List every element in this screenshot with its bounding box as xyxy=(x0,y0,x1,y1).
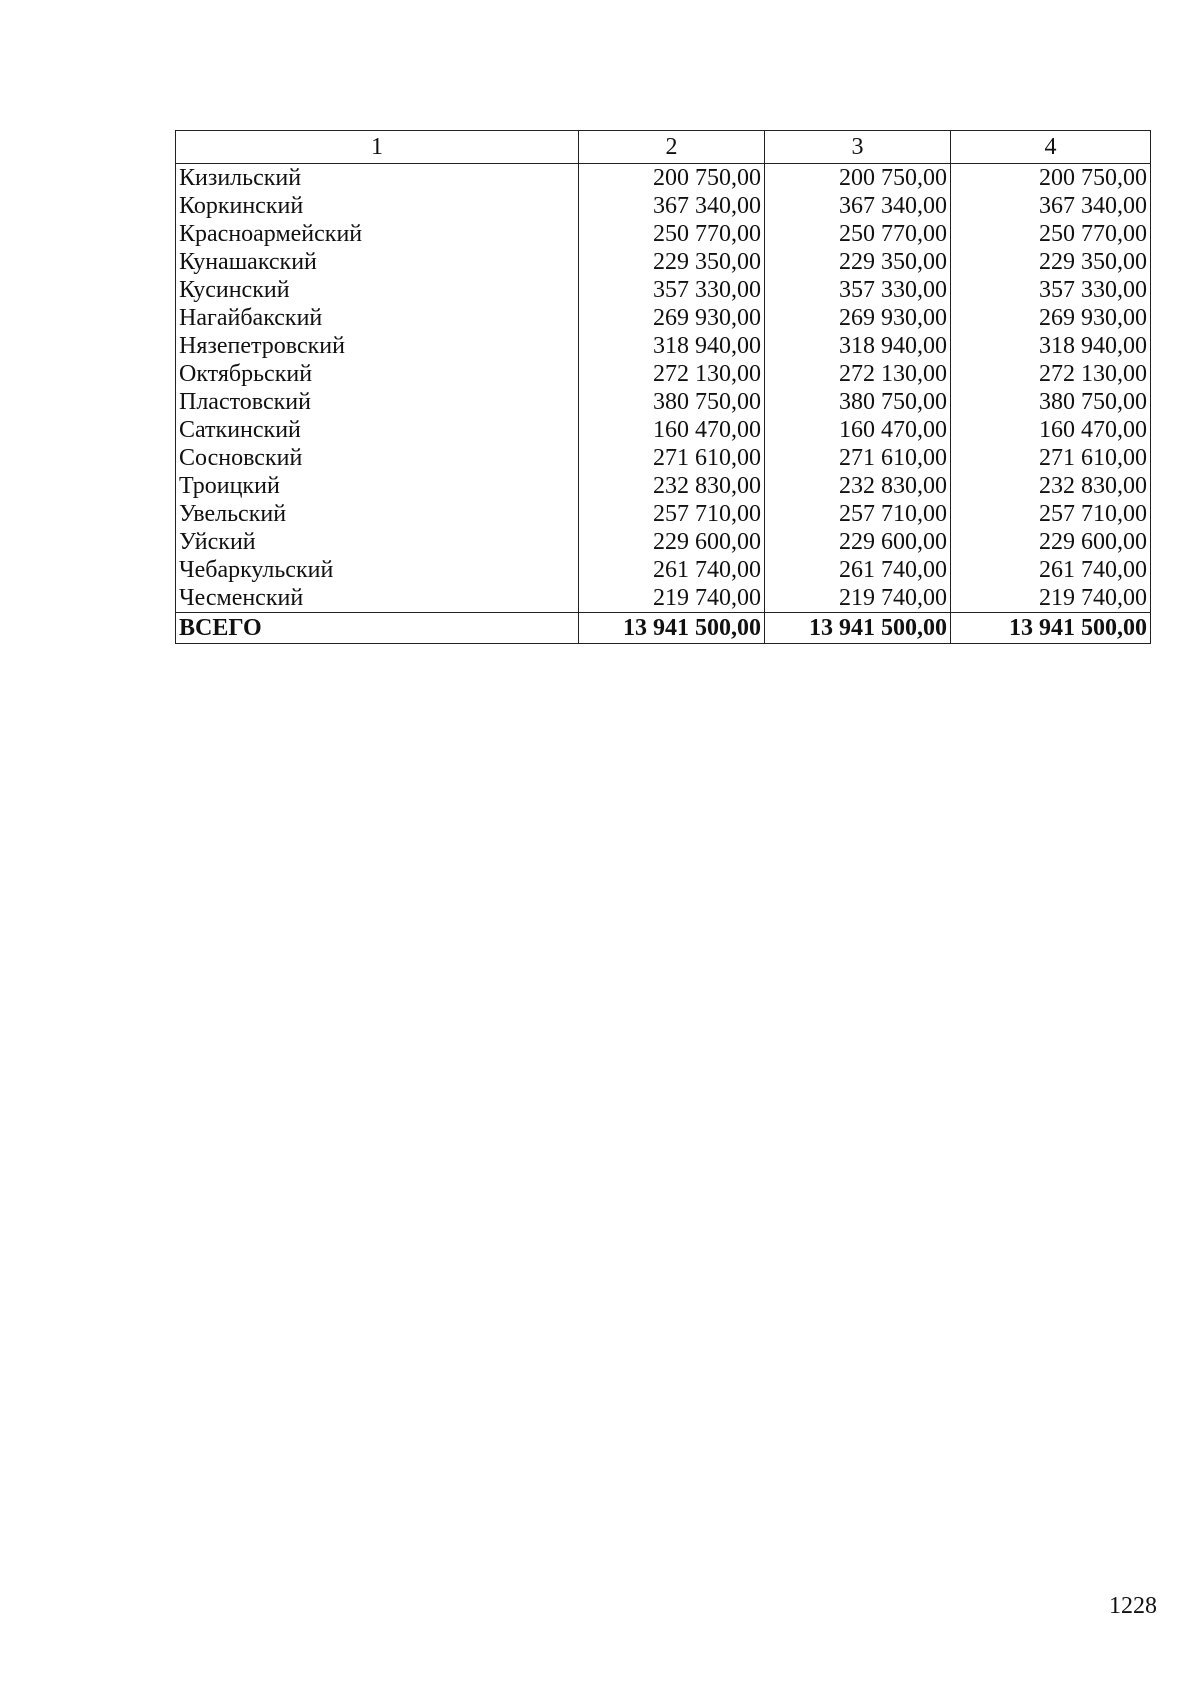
amount-cell-col3: 229 350,00 xyxy=(765,248,951,276)
district-name-cell: Саткинский xyxy=(176,416,579,444)
total-label: ВСЕГО xyxy=(176,613,579,644)
amount-cell-col4: 257 710,00 xyxy=(951,500,1151,528)
amount-cell-col3: 229 600,00 xyxy=(765,528,951,556)
amount-cell-col3: 160 470,00 xyxy=(765,416,951,444)
district-name-cell: Нагайбакский xyxy=(176,304,579,332)
amount-cell-col2: 272 130,00 xyxy=(579,360,765,388)
column-header-3: 3 xyxy=(765,131,951,164)
total-cell-col3: 13 941 500,00 xyxy=(765,613,951,644)
column-header-2: 2 xyxy=(579,131,765,164)
district-name-cell: Кунашакский xyxy=(176,248,579,276)
district-name-cell: Уйский xyxy=(176,528,579,556)
amount-cell-col3: 380 750,00 xyxy=(765,388,951,416)
district-name-cell: Пластовский xyxy=(176,388,579,416)
amount-cell-col2: 250 770,00 xyxy=(579,220,765,248)
amount-cell-col4: 318 940,00 xyxy=(951,332,1151,360)
amount-cell-col2: 200 750,00 xyxy=(579,164,765,193)
district-name-cell: Красноармейский xyxy=(176,220,579,248)
amount-cell-col4: 261 740,00 xyxy=(951,556,1151,584)
amount-cell-col4: 229 350,00 xyxy=(951,248,1151,276)
amount-cell-col3: 200 750,00 xyxy=(765,164,951,193)
amount-cell-col2: 367 340,00 xyxy=(579,192,765,220)
district-name-cell: Чесменский xyxy=(176,584,579,613)
amount-cell-col4: 250 770,00 xyxy=(951,220,1151,248)
amount-cell-col2: 261 740,00 xyxy=(579,556,765,584)
budget-table xyxy=(175,130,1151,644)
amount-cell-col4: 232 830,00 xyxy=(951,472,1151,500)
amount-cell-col3: 232 830,00 xyxy=(765,472,951,500)
page-number: 1228 xyxy=(1109,1593,1157,1619)
amount-cell-col2: 357 330,00 xyxy=(579,276,765,304)
table-row xyxy=(176,276,1151,304)
table-row xyxy=(176,332,1151,360)
district-name-cell: Коркинский xyxy=(176,192,579,220)
amount-cell-col2: 229 600,00 xyxy=(579,528,765,556)
amount-cell-col4: 271 610,00 xyxy=(951,444,1151,472)
table-row xyxy=(176,416,1151,444)
amount-cell-col3: 261 740,00 xyxy=(765,556,951,584)
amount-cell-col3: 250 770,00 xyxy=(765,220,951,248)
district-name-cell: Сосновский xyxy=(176,444,579,472)
amount-cell-col2: 257 710,00 xyxy=(579,500,765,528)
table-row xyxy=(176,220,1151,248)
table-body xyxy=(176,164,1151,613)
amount-cell-col4: 380 750,00 xyxy=(951,388,1151,416)
total-cell-col4: 13 941 500,00 xyxy=(951,613,1151,644)
amount-cell-col4: 272 130,00 xyxy=(951,360,1151,388)
district-name-cell: Октябрьский xyxy=(176,360,579,388)
amount-cell-col2: 380 750,00 xyxy=(579,388,765,416)
table-row xyxy=(176,192,1151,220)
amount-cell-col3: 318 940,00 xyxy=(765,332,951,360)
amount-cell-col2: 271 610,00 xyxy=(579,444,765,472)
amount-cell-col2: 232 830,00 xyxy=(579,472,765,500)
table-row xyxy=(176,444,1151,472)
total-row xyxy=(176,613,1151,644)
table-header xyxy=(176,131,1151,164)
table-row xyxy=(176,556,1151,584)
table-row xyxy=(176,500,1151,528)
column-header-1: 1 xyxy=(176,131,579,164)
district-name-cell: Увельский xyxy=(176,500,579,528)
table-row xyxy=(176,472,1151,500)
district-name-cell: Нязепетровский xyxy=(176,332,579,360)
column-header-4: 4 xyxy=(951,131,1151,164)
amount-cell-col2: 160 470,00 xyxy=(579,416,765,444)
district-name-cell: Троицкий xyxy=(176,472,579,500)
district-name-cell: Кусинский xyxy=(176,276,579,304)
amount-cell-col4: 367 340,00 xyxy=(951,192,1151,220)
table-row xyxy=(176,360,1151,388)
amount-cell-col4: 200 750,00 xyxy=(951,164,1151,193)
amount-cell-col2: 219 740,00 xyxy=(579,584,765,613)
amount-cell-col4: 229 600,00 xyxy=(951,528,1151,556)
amount-cell-col3: 367 340,00 xyxy=(765,192,951,220)
table-row xyxy=(176,388,1151,416)
amount-cell-col3: 272 130,00 xyxy=(765,360,951,388)
district-name-cell: Чебаркульский xyxy=(176,556,579,584)
amount-cell-col4: 357 330,00 xyxy=(951,276,1151,304)
table-row xyxy=(176,584,1151,613)
table-footer xyxy=(176,613,1151,644)
amount-cell-col3: 271 610,00 xyxy=(765,444,951,472)
total-cell-col2: 13 941 500,00 xyxy=(579,613,765,644)
amount-cell-col4: 219 740,00 xyxy=(951,584,1151,613)
header-row xyxy=(176,131,1151,164)
table-row xyxy=(176,304,1151,332)
amount-cell-col2: 229 350,00 xyxy=(579,248,765,276)
amount-cell-col4: 160 470,00 xyxy=(951,416,1151,444)
table-row xyxy=(176,164,1151,193)
amount-cell-col3: 257 710,00 xyxy=(765,500,951,528)
amount-cell-col2: 318 940,00 xyxy=(579,332,765,360)
amount-cell-col3: 269 930,00 xyxy=(765,304,951,332)
amount-cell-col3: 357 330,00 xyxy=(765,276,951,304)
table-row xyxy=(176,248,1151,276)
amount-cell-col4: 269 930,00 xyxy=(951,304,1151,332)
district-name-cell: Кизильский xyxy=(176,164,579,193)
amount-cell-col2: 269 930,00 xyxy=(579,304,765,332)
table-row xyxy=(176,528,1151,556)
amount-cell-col3: 219 740,00 xyxy=(765,584,951,613)
